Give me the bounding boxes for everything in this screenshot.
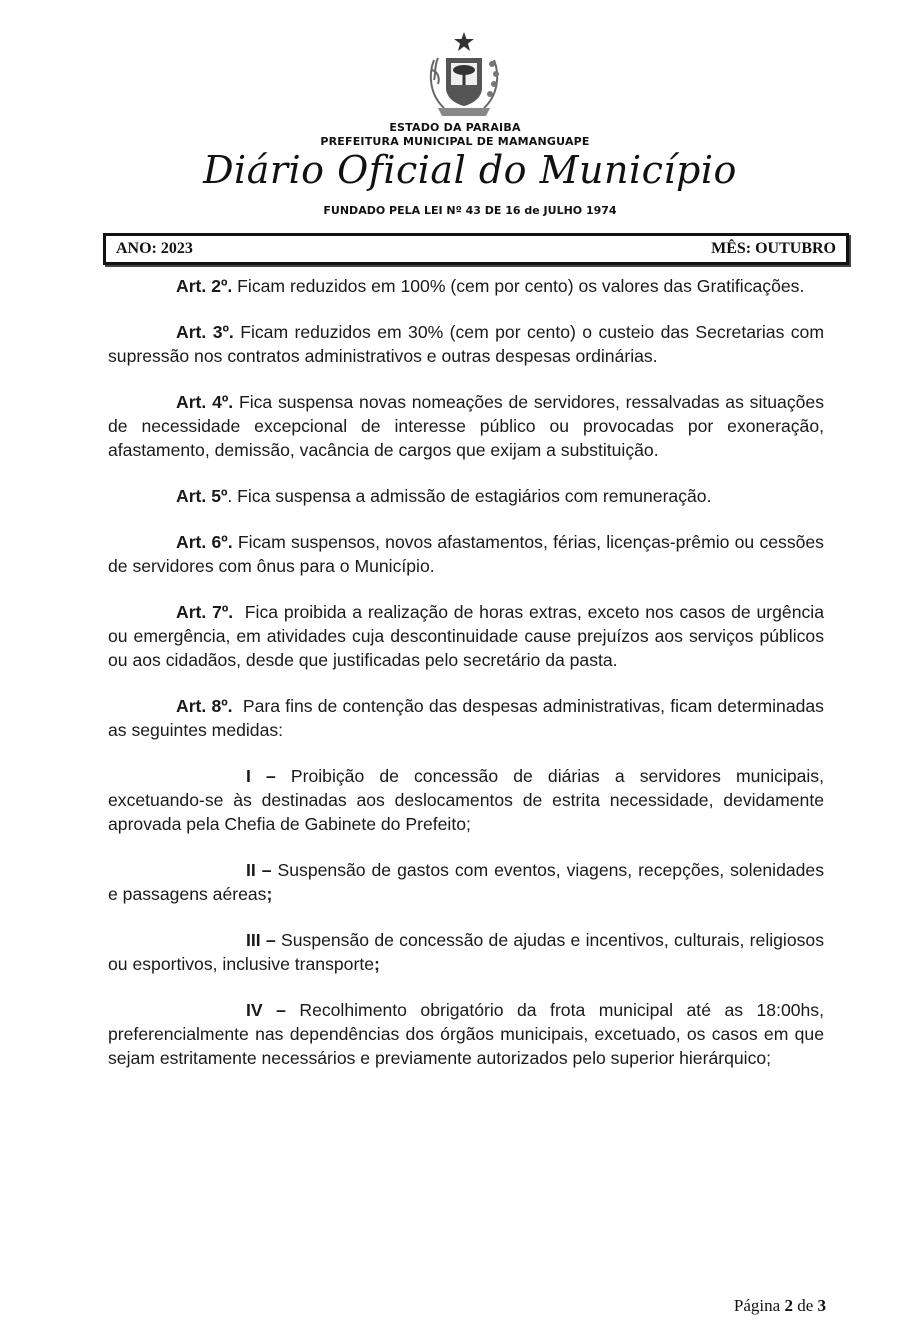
article-8	[108, 694, 829, 742]
article-2	[108, 274, 824, 298]
page-number	[734, 1296, 826, 1316]
issue-year: ANO: 2023	[116, 240, 193, 257]
article-text: Ficam suspensos, novos afastamentos, férias, licenças-prêmio ou cessões de servidores com ônus para o Município.	[108, 532, 824, 576]
page-current: 2	[784, 1296, 793, 1315]
item-text: Recolhimento obrigatório da frota municipal até as 18:00hs, preferencialmente nas dependências dos órgãos municipais, excetuado, os casos em que sejam estritamente necessários e previamente autorizados pelo superior hierárquico;	[108, 1000, 824, 1068]
article-3	[108, 320, 824, 368]
founding-law: FUNDADO PELA LEI Nº 43 DE 16 de JULHO 1974	[323, 204, 617, 217]
item-label: II –	[246, 860, 272, 880]
issue-month: MÊS: OUTUBRO	[711, 240, 836, 257]
article-label: Art. 6º.	[176, 532, 233, 552]
item-label: III –	[246, 930, 276, 950]
measure-item-iv	[108, 998, 824, 1070]
state-name: ESTADO DA PARAIBA	[389, 121, 521, 134]
article-label: Art. 3º.	[176, 322, 234, 342]
issue-bar	[103, 233, 849, 265]
document-body	[108, 274, 829, 1092]
measure-item-i	[108, 764, 824, 836]
article-text: Ficam reduzidos em 30% (cem por cento) o custeio das Secretarias com supressão nos contratos administrativos e outras despesas ordinárias.	[108, 322, 824, 366]
article-7	[108, 600, 829, 672]
item-label: IV –	[246, 1000, 286, 1020]
item-text: Proibição de concessão de diárias a servidores municipais, excetuando-se às destinadas aos deslocamentos de estrita necessidade, devidamente aprovada pela Chefia de Gabinete do Prefeito;	[108, 766, 824, 834]
article-label: Art. 7º.	[176, 602, 234, 622]
measure-item-ii	[108, 858, 824, 906]
municipal-coat-of-arms-icon	[424, 30, 504, 120]
city-hall-name: PREFEITURA MUNICIPAL DE MAMANGUAPE	[320, 135, 590, 148]
article-6	[108, 530, 824, 578]
item-end: ;	[374, 954, 380, 974]
item-end: ;	[266, 884, 273, 904]
page-word: Página	[733, 1296, 785, 1315]
item-text: Suspensão de concessão de ajudas e incentivos, culturais, religiosos ou esportivos, inclusive transporte	[108, 930, 824, 974]
item-label: I –	[246, 766, 276, 786]
article-5	[108, 484, 824, 508]
gazette-title: Diário Oficial do Município	[203, 148, 737, 192]
measure-item-iii	[108, 928, 824, 976]
article-4	[108, 390, 824, 462]
article-label: Art. 8º.	[176, 696, 233, 716]
article-label: Art. 4º.	[176, 392, 234, 412]
article-text: Ficam reduzidos em 100% (cem por cento) os valores das Gratificações.	[232, 276, 805, 296]
article-text: . Fica suspensa a admissão de estagiários com remuneração.	[227, 486, 712, 506]
item-text: Suspensão de gastos com eventos, viagens, recepções, solenidades e passagens aéreas	[108, 860, 825, 904]
article-label: Art. 2º.	[176, 276, 233, 296]
page-sep: de	[792, 1296, 818, 1315]
article-text: Fica suspensa novas nomeações de servidores, ressalvadas as situações de necessidade excepcional de interesse público ou provocadas por exoneração, afastamento, demissão, vacância de cargos que exijam a substituição.	[108, 392, 824, 460]
page-total: 3	[817, 1296, 826, 1315]
article-text: Fica proibida a realização de horas extras, exceto nos casos de urgência ou emergência, em atividades cuja descontinuidade cause prejuízos aos serviços públicos ou aos cidadãos, desde que justificadas pelo secretário da pasta.	[108, 602, 829, 670]
article-text: Para fins de contenção das despesas administrativas, ficam determinadas as seguintes medidas:	[108, 696, 829, 740]
article-label: Art. 5º	[176, 486, 228, 506]
